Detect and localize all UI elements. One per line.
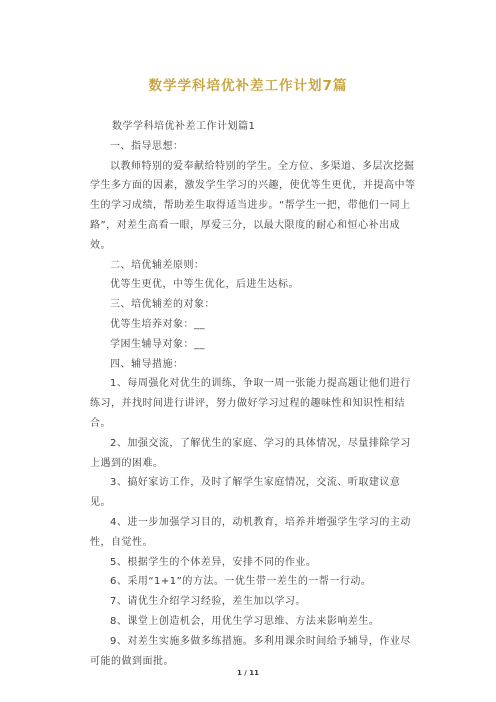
paragraph: 一、指导思想： <box>110 140 184 152</box>
section-subtitle: 数学学科培优补差工作计划篇1 <box>112 121 256 132</box>
paragraph: 1、每周强化对优生的训练，争取一周一张能力提高题让他们进行练习，并找时间进行讲评，努力做好学习过程的趣味性和知识性相结合。 <box>90 378 411 429</box>
paragraph: 3、搞好家访工作，及时了解学生家庭情况，交流、听取建议意见。 <box>90 477 401 509</box>
document-body <box>90 117 420 671</box>
paragraph: 5、根据学生的个体差异，安排不同的作业。 <box>110 556 317 568</box>
paragraph: 8、课堂上创造机会，用优生学习思维、方法来影响差生。 <box>110 615 380 627</box>
paragraph: 2、加强交流，了解优生的家庭、学习的具体情况，尽量排除学习上遇到的困难。 <box>90 437 411 469</box>
paragraph: 7、请优生介绍学习经验，差生加以学习。 <box>110 596 306 608</box>
paragraph: 优等生更优，中等生优化，后进生达标。 <box>110 279 299 291</box>
document-title: 数学学科培优补差工作计划7篇 <box>148 78 348 94</box>
paragraph: 6、采用“1+1”的方法。一优生带一差生的一帮一行动。 <box>110 576 372 588</box>
paragraph: 9、对差生实施多做多练措施。多利用课余时间给予辅导，作业尽可能的做到面批。 <box>90 635 411 667</box>
paragraph: 三、培优辅差的对象： <box>110 299 215 311</box>
paragraph: 4、进一步加强学习目的，动机教育，培养并增强学生学习的主动性，自觉性。 <box>90 516 411 548</box>
paragraph: 四、辅导措施： <box>110 358 184 370</box>
paragraph: 以教师特别的爱奉献给特别的学生。全方位、多渠道、多层次挖掘学生多方面的因素，激发学生学习的兴趣，使优等生更优，并提高中等生的学习成绩，帮助差生取得适当进步。“帮学生一把，带他们一同上路”，对差生高看一眼，厚爱三分，以最大限度的耐心和恒心补出成效。 <box>90 160 416 251</box>
paragraph: 二、培优辅差原则： <box>110 259 205 271</box>
paragraph: 学困生辅导对象：__ <box>110 338 205 350</box>
paragraph: 优等生培养对象：__ <box>110 318 205 330</box>
page-indicator: 1 / 11 <box>236 669 260 677</box>
